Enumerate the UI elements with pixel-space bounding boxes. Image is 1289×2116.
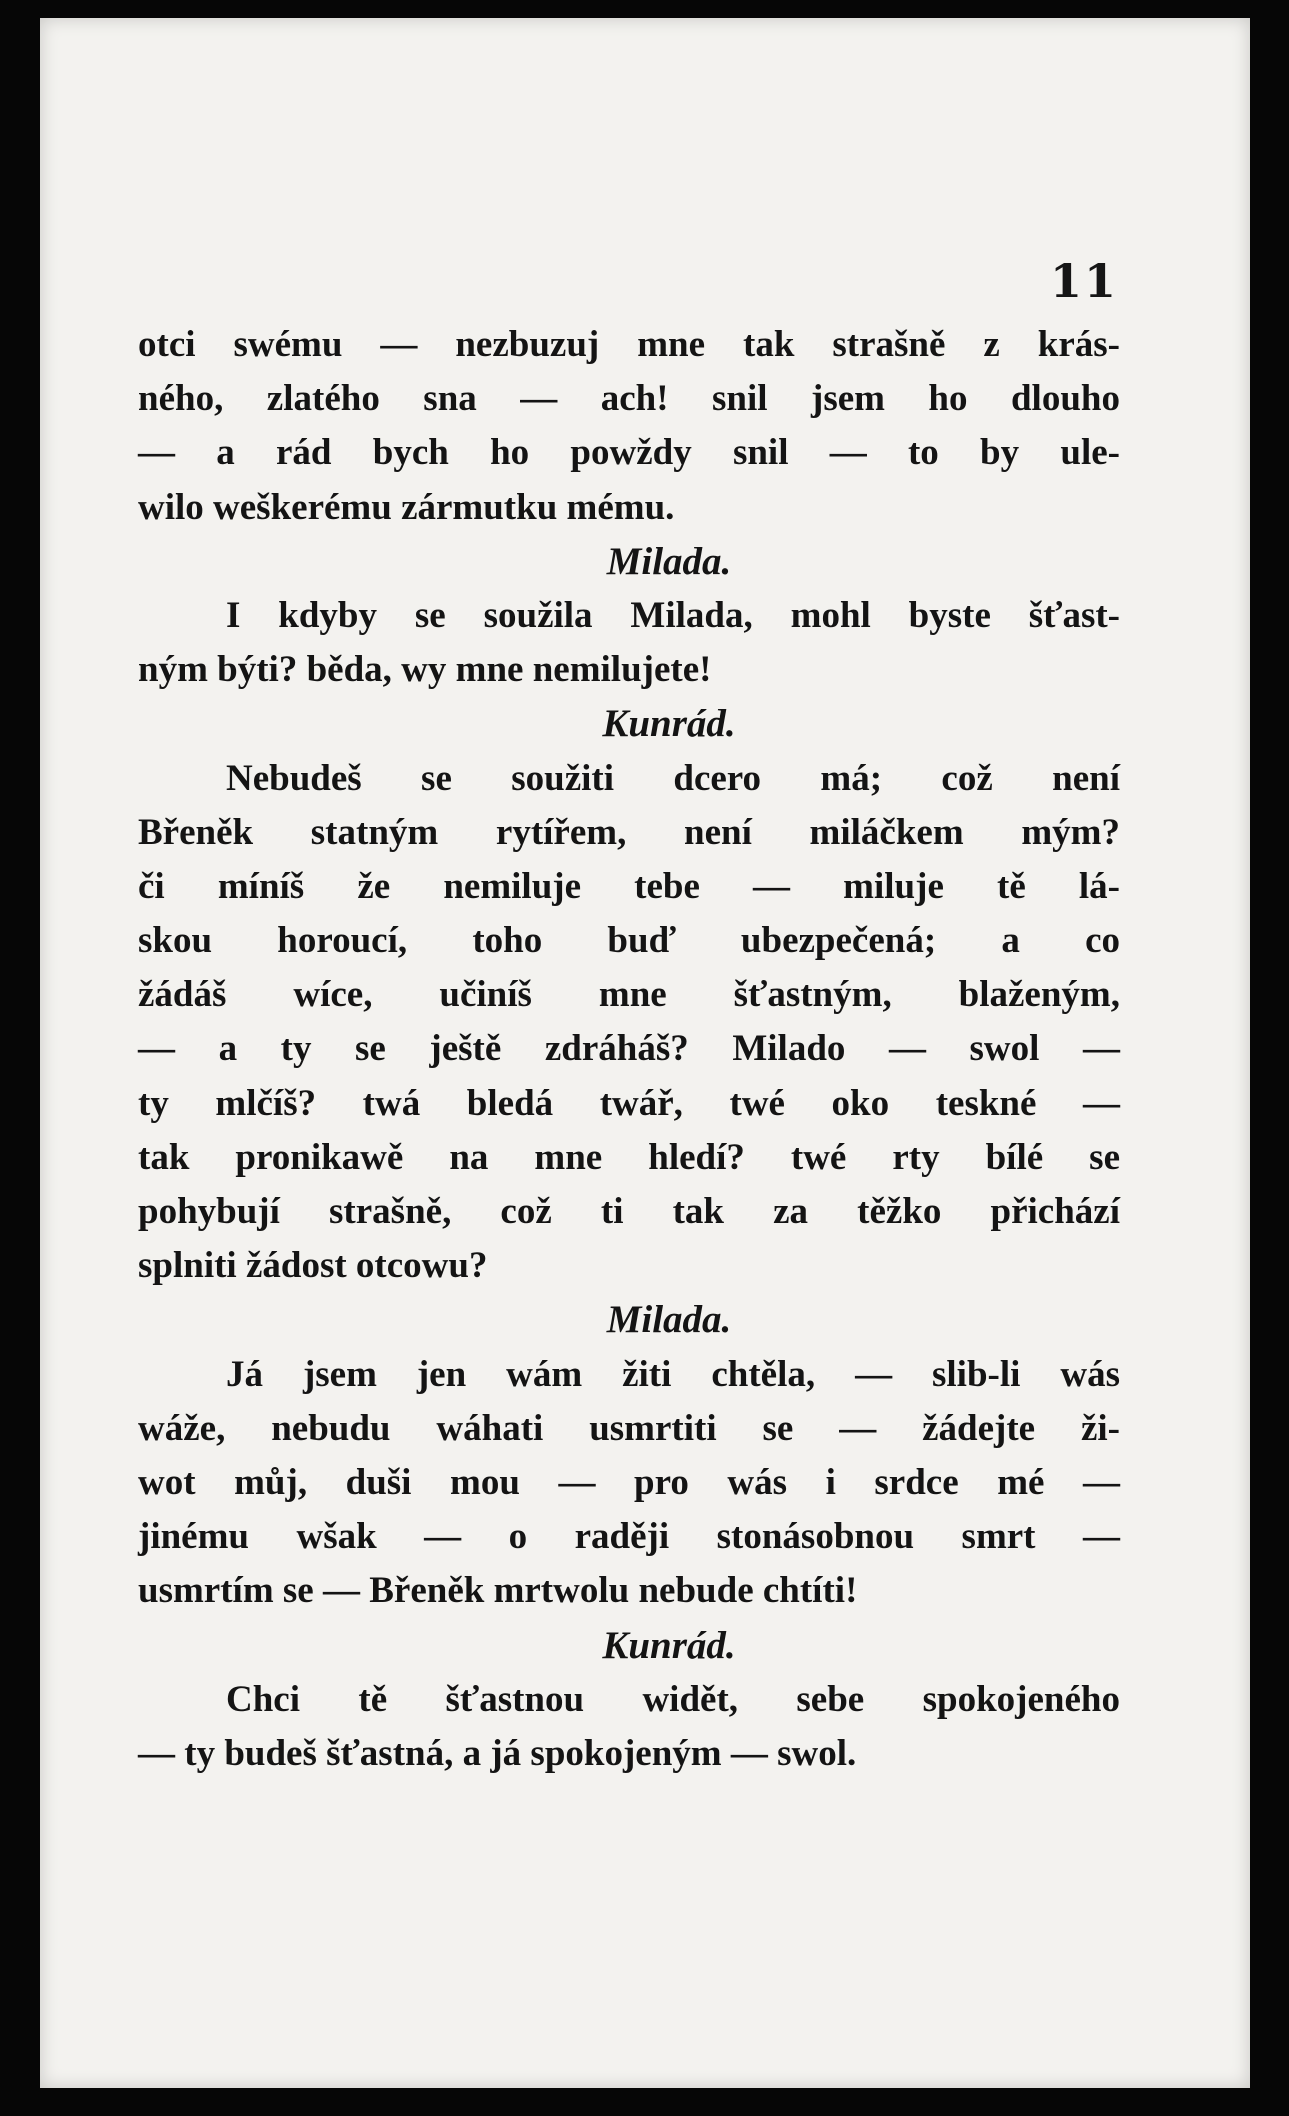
text-body — [138, 318, 1120, 1781]
text-line: usmrtím se — Břeněk mrtwolu nebude chtíti! — [138, 1570, 858, 1612]
text-line: Břeněk statným rytířem, není miláčkem mým? — [138, 811, 1120, 853]
text-line: ným býti? běda, wy mne nemilujete! — [138, 649, 712, 691]
book-page — [40, 18, 1250, 2088]
text-line: splniti žádost otcowu? — [138, 1245, 488, 1287]
speaker-name: Milada. — [606, 539, 732, 583]
text-line: tak pronikawě na mne hledí? twé rty bílé se — [138, 1136, 1120, 1178]
text-line: wot můj, duši mou — pro wás i srdce mé — — [138, 1461, 1120, 1503]
text-line: jinému wšak — o raději stonásobnou smrt — — [138, 1516, 1120, 1558]
text-line: — ty budeš šťastná, a já spokojeným — swol. — [138, 1732, 857, 1774]
paragraph — [138, 752, 1120, 1294]
text-line: otci swému — nezbuzuj mne tak strašně z krás- — [138, 324, 1120, 365]
paragraph — [138, 589, 1120, 697]
speaker-name: Kunrád. — [602, 1623, 736, 1667]
paragraph — [138, 318, 1120, 535]
text-line: skou horoucí, toho buď ubezpečená; a co — [138, 920, 1120, 962]
text-line: pohybují strašně, což ti tak za těžko přichází — [138, 1191, 1120, 1232]
paragraph — [138, 1673, 1120, 1781]
text-line: — a rád bych ho powždy snil — to by ule- — [138, 432, 1120, 474]
text-line: žádáš wíce, učiníš mne šťastným, blaženým, — [138, 974, 1120, 1016]
text-line: — a ty se ještě zdráháš? Milado — swol — — [138, 1028, 1120, 1070]
paragraph — [138, 1348, 1120, 1619]
text-line: I kdyby se soužila Milada, mohl byste šťast- — [226, 594, 1120, 636]
text-line: Nebudeš se soužiti dcero má; což není — [226, 757, 1120, 799]
text-line: Já jsem jen wám žiti chtěla, — slib-li wás — [226, 1353, 1120, 1395]
speaker-name: Milada. — [606, 1298, 732, 1342]
text-line: ného, zlatého sna — ach! snil jsem ho dlouho — [138, 378, 1120, 420]
page-number: 11 — [1050, 254, 1119, 308]
text-line: ty mlčíš? twá bledá twář, twé oko teskné — — [138, 1082, 1120, 1124]
text-line: či míníš že nemiluje tebe — miluje tě lá- — [138, 865, 1120, 907]
text-line: wilo weškerému zármutku mému. — [138, 486, 675, 528]
speaker-name: Kunrád. — [602, 702, 736, 746]
text-line: Chci tě šťastnou widět, sebe spokojeného — [226, 1678, 1120, 1720]
text-line: wáže, nebudu wáhati usmrtiti se — žádejte ži- — [138, 1407, 1120, 1449]
